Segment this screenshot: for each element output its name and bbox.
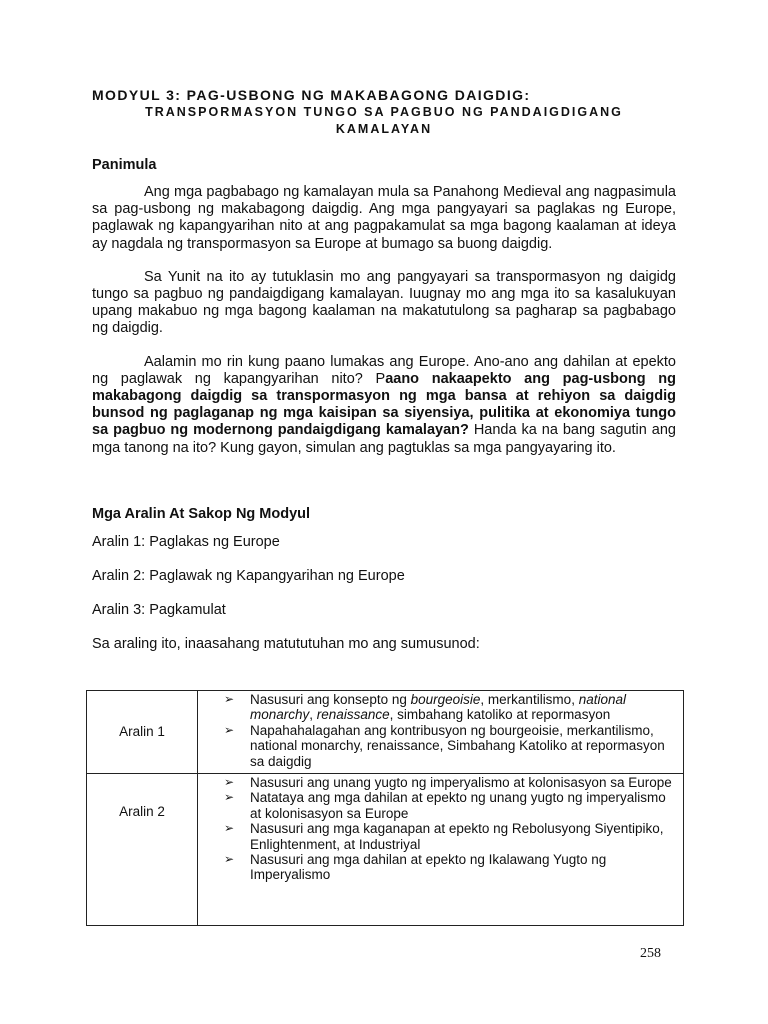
arrow-bullet-icon: ➢	[224, 790, 235, 805]
list-item: ➢ Nasusuri ang konsepto ng bourgeoisie, merkantilismo, national monarchy, renaissance, simbahang katoliko at repormasyon	[224, 692, 626, 723]
panimula-paragraph-2: Sa Yunit na ito ay tutuklasin mo ang pangyayari sa transpormasyon ng daigidg tungo sa pagbuo ng pandaigdigang kamalayan. Iuugnay mo ang mga ito sa kasalukuyan upang makabuo ng mga bagong kaalaman na makatutulong sa pagharap sa pagbabago ng daigdig.	[92, 268, 676, 337]
module-subtitle-line1: TRANSPORMASYON TUNGO SA PAGBUO NG PANDAIGDIGANG	[145, 105, 623, 119]
aralin-2-line: Aralin 2: Paglawak ng Kapangyarihan ng Europe	[92, 567, 405, 584]
row-items-aralin-1	[198, 691, 684, 774]
list-item: ➢ Nasusuri ang mga kaganapan at epekto ng Rebolusyong Siyentipiko, Enlightenment, at Industriyal	[224, 821, 664, 852]
arrow-bullet-icon: ➢	[224, 722, 235, 737]
learning-outcomes-table	[86, 690, 684, 926]
aralin-section-heading: Mga Aralin At Sakop Ng Modyul	[92, 505, 311, 522]
paragraph-3-bold-question: aano nakaapekto ang pag-usbong ng makabagong daigdig sa transpormasyon ng mga bansa at rehiyon sa daigdig bunsod ng paglaganap ng mga kaisipan sa siyensiya, pulitika at ekonomiya tungo sa pagbuo ng modernong pandaigdigang kamalayan?	[92, 370, 676, 439]
document-page	[92, 86, 676, 669]
row-label-aralin-2: Aralin 2	[87, 774, 198, 926]
aralin-3-line: Aralin 3: Pagkamulat	[92, 601, 226, 618]
paragraph-3-start: Aalamin mo rin kung paano lumakas ang Europe. Ano-ano ang dahilan at epekto ng paglawak ng kapangyarihan nito? P	[92, 353, 676, 387]
list-item: ➢ Nasusuri ang unang yugto ng imperyalismo at kolonisasyon sa Europe	[224, 775, 672, 791]
list-item: ➢ Nasusuri ang mga dahilan at epekto ng Ikalawang Yugto ng Imperyalismo	[224, 852, 607, 883]
paragraph-3-end: Handa ka na bang sagutin ang mga tanong na ito? Kung gayon, simulan ang pagtuklas sa mga pangyayaring ito.	[92, 422, 676, 456]
list-item: ➢ Napahahalagahan ang kontribusyon ng bourgeoisie, merkantilismo, national monarchy, renaissance, Simbahang Katoliko at repormasyon sa daigdig	[224, 722, 665, 769]
panimula-paragraph-3	[92, 354, 676, 457]
table-row	[87, 691, 684, 774]
arrow-bullet-icon: ➢	[224, 852, 235, 867]
module-title: MODYUL 3: PAG-USBONG NG MAKABAGONG DAIGDIG:	[92, 87, 531, 103]
arrow-bullet-icon: ➢	[224, 821, 235, 836]
row-items-aralin-2	[198, 774, 684, 926]
arrow-bullet-icon: ➢	[224, 775, 235, 790]
arrow-bullet-icon: ➢	[224, 692, 235, 706]
panimula-heading: Panimula	[92, 157, 157, 173]
module-subtitle-line2: KAMALAYAN	[335, 122, 433, 136]
aralin-1-line: Aralin 1: Paglakas ng Europe	[92, 533, 280, 550]
panimula-paragraph-1: Ang mga pagbabago ng kamalayan mula sa Panahong Medieval ang nagpasimula sa pag-usbong ng makabagong daigdig. Ang mga pangyayari sa paglakas ng Europe, paglawak ng kapangyarihan nito at ang pagpakamulat sa mga bagong kaalaman at ideya ay nagdala ng transpormasyon sa Europe at bumago sa buong daigdig.	[92, 184, 676, 252]
row-label-aralin-1: Aralin 1	[87, 691, 198, 774]
table-row	[87, 774, 684, 926]
page-number: 258	[640, 946, 661, 961]
list-item: ➢ Natataya ang mga dahilan at epekto ng unang yugto ng imperyalismo at kolonisasyon sa Europe	[224, 790, 666, 821]
learning-outcomes-intro: Sa araling ito, inaasahang matututuhan mo ang sumusunod:	[92, 635, 480, 652]
